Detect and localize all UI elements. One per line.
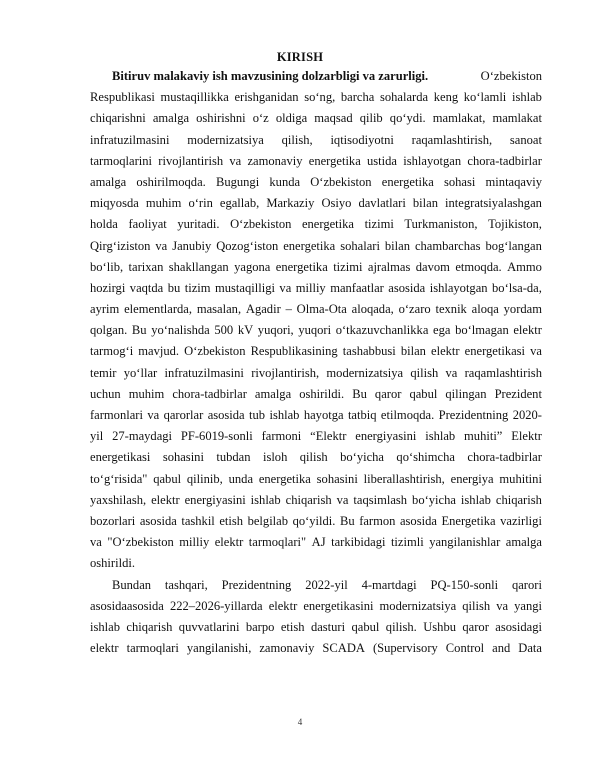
text-line bbox=[90, 405, 542, 426]
word: yo‘llar bbox=[123, 365, 158, 380]
word: tub bbox=[249, 408, 266, 422]
word: taqsimlash bbox=[353, 492, 408, 507]
text-line bbox=[90, 130, 542, 151]
word: qilingan bbox=[445, 386, 487, 401]
word: holda bbox=[90, 217, 118, 232]
word: o‘rin bbox=[188, 196, 213, 211]
word: elektr bbox=[268, 598, 298, 613]
word: Turkmaniston, bbox=[404, 217, 478, 232]
text-line bbox=[90, 87, 542, 108]
word: qilib bbox=[359, 111, 383, 126]
word: qilish bbox=[462, 598, 491, 613]
word: amalga bbox=[505, 535, 542, 550]
word: vaqtda bbox=[129, 280, 164, 295]
word: bo‘lsa-da, bbox=[492, 280, 542, 295]
word: to‘g‘risida" bbox=[90, 471, 148, 486]
word: energetika bbox=[258, 471, 311, 486]
word: tubdan bbox=[216, 450, 251, 465]
word: Prezidentning bbox=[221, 577, 292, 592]
word: mamlakat bbox=[492, 111, 542, 126]
word: asosida bbox=[207, 408, 245, 422]
word: hozirgi bbox=[90, 280, 126, 295]
word: Bu bbox=[352, 386, 367, 401]
word: yagona bbox=[234, 259, 271, 274]
word: asosidaasosida bbox=[90, 598, 164, 613]
word: infratuzilmasini bbox=[164, 365, 244, 380]
word: raqamlashtirish bbox=[464, 365, 542, 380]
word: belgilab bbox=[247, 513, 289, 528]
word: qo‘shimcha bbox=[396, 450, 455, 465]
word: 4-martdagi bbox=[361, 577, 417, 592]
word: milliy bbox=[179, 535, 210, 550]
word: Elektr bbox=[511, 429, 542, 444]
word: "O‘zbekiston bbox=[107, 535, 174, 550]
word: bilan bbox=[384, 238, 410, 253]
text-line bbox=[90, 617, 542, 638]
word: 2020- bbox=[512, 408, 542, 422]
word: o‘tkazuvchanlikka bbox=[335, 323, 429, 338]
word: hayotga bbox=[303, 408, 344, 422]
word: elektr bbox=[90, 641, 119, 656]
word: tatbiq bbox=[347, 408, 377, 422]
word: mavjud. bbox=[138, 344, 180, 359]
word: PF-6019-sonli bbox=[180, 429, 253, 444]
word: bilan bbox=[412, 196, 438, 211]
text-line bbox=[90, 384, 542, 405]
word: muhim bbox=[128, 386, 165, 401]
text-line bbox=[90, 532, 542, 553]
word: elektr bbox=[513, 323, 542, 338]
word: Qirg‘iziston bbox=[90, 238, 151, 253]
word: liberallashtirish, bbox=[363, 471, 445, 486]
text-line bbox=[90, 638, 542, 659]
word: yo‘nalishda bbox=[151, 323, 210, 338]
word: farmonlari bbox=[90, 408, 143, 422]
word: PQ-150-sonli bbox=[430, 577, 499, 592]
word: zamonaviy bbox=[259, 641, 315, 656]
word: qolgan. bbox=[90, 323, 128, 338]
word: farmoni bbox=[261, 429, 302, 444]
word: Ushbu bbox=[423, 619, 456, 634]
word: kV bbox=[237, 323, 254, 338]
word: qarorlar bbox=[163, 408, 204, 422]
word: Osiyo bbox=[321, 196, 352, 211]
text-line: oshirildi. bbox=[90, 556, 135, 571]
word: tizimi bbox=[333, 259, 363, 274]
word: ayrim bbox=[90, 302, 120, 317]
word: chambarchas bbox=[414, 238, 481, 253]
word: uchun bbox=[90, 386, 121, 401]
word: modernizatsiya bbox=[187, 132, 264, 147]
word: bo‘yicha bbox=[340, 450, 384, 465]
word: tizimli bbox=[390, 535, 424, 550]
word: elementlarda, bbox=[124, 302, 193, 317]
word: va bbox=[90, 535, 102, 550]
word: energetika bbox=[381, 174, 434, 189]
word: energetika bbox=[301, 217, 354, 232]
word: aloqada, bbox=[351, 302, 394, 317]
text-line bbox=[90, 214, 542, 235]
word: va bbox=[279, 280, 292, 295]
word: ishlab bbox=[269, 408, 300, 422]
word: va bbox=[445, 365, 458, 380]
word: sohalarda bbox=[380, 90, 429, 105]
word: va bbox=[155, 238, 168, 253]
word: barpo bbox=[245, 619, 275, 634]
word: aloqa bbox=[471, 302, 499, 317]
word: qilish. bbox=[385, 619, 417, 634]
text-line bbox=[90, 469, 542, 490]
body-text bbox=[90, 66, 542, 659]
word: sohasini bbox=[316, 471, 358, 486]
text-line bbox=[90, 511, 542, 532]
word: energiyasini bbox=[355, 429, 417, 444]
word: yordam bbox=[503, 302, 542, 317]
word: shakllangan bbox=[168, 259, 229, 274]
word: yil bbox=[90, 429, 104, 444]
word: rivojlantirish, bbox=[251, 365, 320, 380]
word: quvvatlarini bbox=[178, 619, 240, 634]
word: so‘ng, bbox=[304, 90, 336, 105]
word: davlatlari bbox=[358, 196, 406, 211]
word: mustaqillikka bbox=[160, 90, 229, 105]
word: tashkil bbox=[181, 513, 215, 528]
word: bo‘lmagan bbox=[455, 323, 509, 338]
word: ishlab bbox=[425, 429, 456, 444]
word: Respublikasining bbox=[250, 344, 338, 359]
word: yangilanishlar bbox=[429, 535, 501, 550]
word: Bu bbox=[339, 513, 355, 528]
word: ishlab bbox=[90, 619, 120, 634]
word: yuqori, bbox=[257, 323, 294, 338]
word: ega bbox=[433, 323, 451, 338]
word: AJ bbox=[311, 535, 326, 550]
word: farmon bbox=[359, 513, 396, 528]
word: o‘zaro bbox=[398, 302, 431, 317]
word: masalan, bbox=[196, 302, 242, 317]
intro-bold-text: Bitiruv malakaviy ish mavzusining dolzarbligi va zarurligi. bbox=[112, 69, 429, 83]
word: ishlab bbox=[250, 492, 281, 507]
word: Prezident bbox=[494, 386, 542, 401]
word: va bbox=[229, 153, 242, 168]
word: Bugungi bbox=[215, 174, 260, 189]
word: mintaqaviy bbox=[485, 174, 542, 189]
text-line bbox=[90, 363, 542, 384]
word: dasturi bbox=[310, 619, 346, 634]
word: tarmoqlari bbox=[126, 641, 179, 656]
word: tashqari, bbox=[164, 577, 208, 592]
word: etilmoqda. bbox=[380, 408, 435, 422]
word: Energetika bbox=[441, 513, 496, 528]
word: oshirishni bbox=[196, 111, 246, 126]
word: O‘zbekiston bbox=[230, 217, 292, 232]
word: chora-tadbirlar bbox=[467, 450, 542, 465]
word: etish bbox=[219, 513, 244, 528]
word: yangi bbox=[514, 598, 542, 613]
word: muhitini bbox=[499, 471, 542, 486]
word: oldiga bbox=[275, 111, 308, 126]
word: chiqarish bbox=[126, 619, 173, 634]
word: raqamlashtirish, bbox=[411, 132, 493, 147]
word: mamlakat, bbox=[432, 111, 486, 126]
word: yangilanishi, bbox=[186, 641, 252, 656]
word: Bundan bbox=[112, 577, 152, 592]
word: Janubiy bbox=[172, 238, 212, 253]
paragraph-lines bbox=[90, 87, 542, 659]
word: barcha bbox=[340, 90, 375, 105]
word: isloh bbox=[262, 450, 288, 465]
word: chiqarishni bbox=[90, 111, 146, 126]
word: tizim bbox=[184, 280, 211, 295]
word: energiya bbox=[450, 471, 494, 486]
word: O‘zbekiston bbox=[310, 174, 372, 189]
text-line bbox=[90, 299, 542, 320]
word: oshirilmoqda. bbox=[136, 174, 206, 189]
word: yaxshilash, bbox=[90, 492, 147, 507]
word: 2022-yil bbox=[305, 577, 348, 592]
page-number: 4 bbox=[297, 717, 303, 727]
text-line bbox=[90, 151, 542, 172]
word: Bu bbox=[131, 323, 147, 338]
word: unda bbox=[228, 471, 254, 486]
word: va bbox=[530, 344, 542, 359]
word: qilish bbox=[299, 450, 328, 465]
text-line bbox=[90, 236, 542, 257]
word: qarori bbox=[511, 577, 542, 592]
word: qaror bbox=[462, 619, 489, 634]
word: etish bbox=[280, 619, 305, 634]
word: qo‘ydi. bbox=[389, 111, 426, 126]
word: ishlab bbox=[460, 492, 491, 507]
word: sohalari bbox=[340, 238, 380, 253]
word: energetikasi bbox=[464, 344, 526, 359]
word: integratsiyalashgan bbox=[445, 196, 542, 211]
word: sanoat bbox=[509, 132, 542, 147]
word: yuqori bbox=[298, 323, 332, 338]
word: modernizatsiya bbox=[379, 598, 457, 613]
word: qabul bbox=[351, 619, 380, 634]
word: ustida bbox=[367, 153, 398, 168]
word: chiqarish bbox=[495, 492, 542, 507]
word: ishlayotgan bbox=[429, 280, 488, 295]
word: asosidagi bbox=[495, 619, 542, 634]
word: yuritadi. bbox=[177, 217, 220, 232]
word: bo‘lib, bbox=[90, 259, 124, 274]
word: Ammo bbox=[507, 259, 542, 274]
word: va bbox=[147, 408, 160, 422]
text-line bbox=[90, 172, 542, 193]
word: tarmoqlari" bbox=[248, 535, 307, 550]
word: ko‘lamli bbox=[463, 90, 507, 105]
word: elektr bbox=[151, 492, 180, 507]
text-line bbox=[90, 447, 542, 468]
word: iqtisodiyotni bbox=[330, 132, 394, 147]
word: mustaqilligi bbox=[215, 280, 275, 295]
word: chora-tadbirlar bbox=[172, 386, 247, 401]
word: bilan bbox=[400, 344, 426, 359]
word: ajralmas bbox=[367, 259, 411, 274]
text-line bbox=[90, 320, 542, 341]
word: qaror bbox=[374, 386, 402, 401]
word: energetika bbox=[283, 238, 336, 253]
word: tizimi bbox=[364, 217, 394, 232]
word: energetika bbox=[275, 259, 328, 274]
text-line bbox=[90, 490, 542, 511]
word: Prezidentning bbox=[438, 408, 509, 422]
word: o‘z bbox=[252, 111, 269, 126]
word: etmoqda. bbox=[455, 259, 502, 274]
word: muhim bbox=[145, 196, 182, 211]
word: bo‘yicha bbox=[412, 492, 456, 507]
word: “Elektr bbox=[310, 429, 347, 444]
word: ishlayotgan bbox=[403, 153, 462, 168]
text-line bbox=[90, 257, 542, 278]
section-heading: KIRISH bbox=[276, 50, 324, 64]
word: Control bbox=[445, 641, 485, 656]
word: amalga bbox=[90, 174, 127, 189]
word: chiqarish bbox=[285, 492, 332, 507]
word: energetikasi bbox=[90, 450, 151, 465]
word: 500 bbox=[214, 323, 234, 338]
word: Tojikiston, bbox=[488, 217, 542, 232]
word: Qozog‘iston bbox=[216, 238, 279, 253]
word: Data bbox=[518, 641, 542, 656]
word: Markaziy bbox=[266, 196, 315, 211]
word: keng bbox=[433, 90, 459, 105]
word: tarmoqlarini bbox=[90, 153, 153, 168]
word: energetika bbox=[308, 153, 361, 168]
word: milliy bbox=[295, 280, 326, 295]
intro-rest-text: O‘zbekiston bbox=[480, 69, 542, 83]
word: vazirligi bbox=[500, 513, 542, 528]
text-line bbox=[90, 575, 542, 596]
word: energiyasini bbox=[184, 492, 246, 507]
word: chora-tadbirlar bbox=[467, 153, 542, 168]
word: qilish, bbox=[281, 132, 313, 147]
text-line bbox=[90, 426, 542, 447]
word: 222–2026-yillarda bbox=[169, 598, 263, 613]
word: bog‘langan bbox=[485, 238, 542, 253]
word: asosida bbox=[139, 513, 177, 528]
word: kunda bbox=[269, 174, 301, 189]
word: manfaatlar bbox=[330, 280, 384, 295]
word: zamonaviy bbox=[247, 153, 303, 168]
word: egallab, bbox=[219, 196, 260, 211]
word: – bbox=[285, 302, 292, 317]
word: Respublikasi bbox=[90, 90, 155, 105]
text-line bbox=[90, 193, 542, 214]
word: texnik bbox=[435, 302, 467, 317]
word: sohasi bbox=[443, 174, 476, 189]
word: maqsad bbox=[314, 111, 353, 126]
word: energetikasini bbox=[303, 598, 374, 613]
word: qilinib, bbox=[186, 471, 223, 486]
word: infratuzilmasini bbox=[90, 132, 170, 147]
word: asosida bbox=[388, 280, 426, 295]
word: amalga bbox=[152, 111, 190, 126]
word: tarkibidagi bbox=[331, 535, 386, 550]
word: qabul bbox=[153, 471, 182, 486]
word: va bbox=[496, 598, 509, 613]
word: rivojlantirish bbox=[158, 153, 224, 168]
word: and bbox=[492, 641, 511, 656]
word: va bbox=[336, 492, 349, 507]
word: amalga bbox=[254, 386, 292, 401]
intro-line bbox=[90, 66, 542, 87]
word: ishlab bbox=[511, 90, 542, 105]
word: elektr bbox=[431, 344, 460, 359]
word: temir bbox=[90, 365, 117, 380]
word: bu bbox=[167, 280, 181, 295]
word: qabul bbox=[409, 386, 438, 401]
text-line bbox=[90, 341, 542, 362]
word: muhiti” bbox=[464, 429, 503, 444]
word: tashabbusi bbox=[342, 344, 396, 359]
word: O‘zbekiston bbox=[184, 344, 246, 359]
word: Agadir bbox=[245, 302, 281, 317]
word: 27-maydagi bbox=[112, 429, 173, 444]
text-line bbox=[90, 596, 542, 617]
word: Olma-Ota bbox=[296, 302, 347, 317]
word: asosida bbox=[399, 513, 437, 528]
word: qo‘yildi. bbox=[292, 513, 336, 528]
text-line bbox=[90, 278, 542, 299]
word: SCADA bbox=[322, 641, 365, 656]
word: faoliyat bbox=[128, 217, 167, 232]
word: tarmog‘i bbox=[90, 344, 134, 359]
word: erishganidan bbox=[234, 90, 299, 105]
word: miqyosda bbox=[90, 196, 139, 211]
word: bozorlari bbox=[90, 513, 136, 528]
word: qilish bbox=[410, 365, 439, 380]
word: modernizatsiya bbox=[326, 365, 404, 380]
word: elektr bbox=[214, 535, 244, 550]
word: davom bbox=[415, 259, 450, 274]
word: oshirildi. bbox=[299, 386, 345, 401]
word: sohasini bbox=[162, 450, 204, 465]
word: tarixan bbox=[128, 259, 164, 274]
word: (Supervisory bbox=[372, 641, 438, 656]
text-line bbox=[90, 108, 542, 129]
